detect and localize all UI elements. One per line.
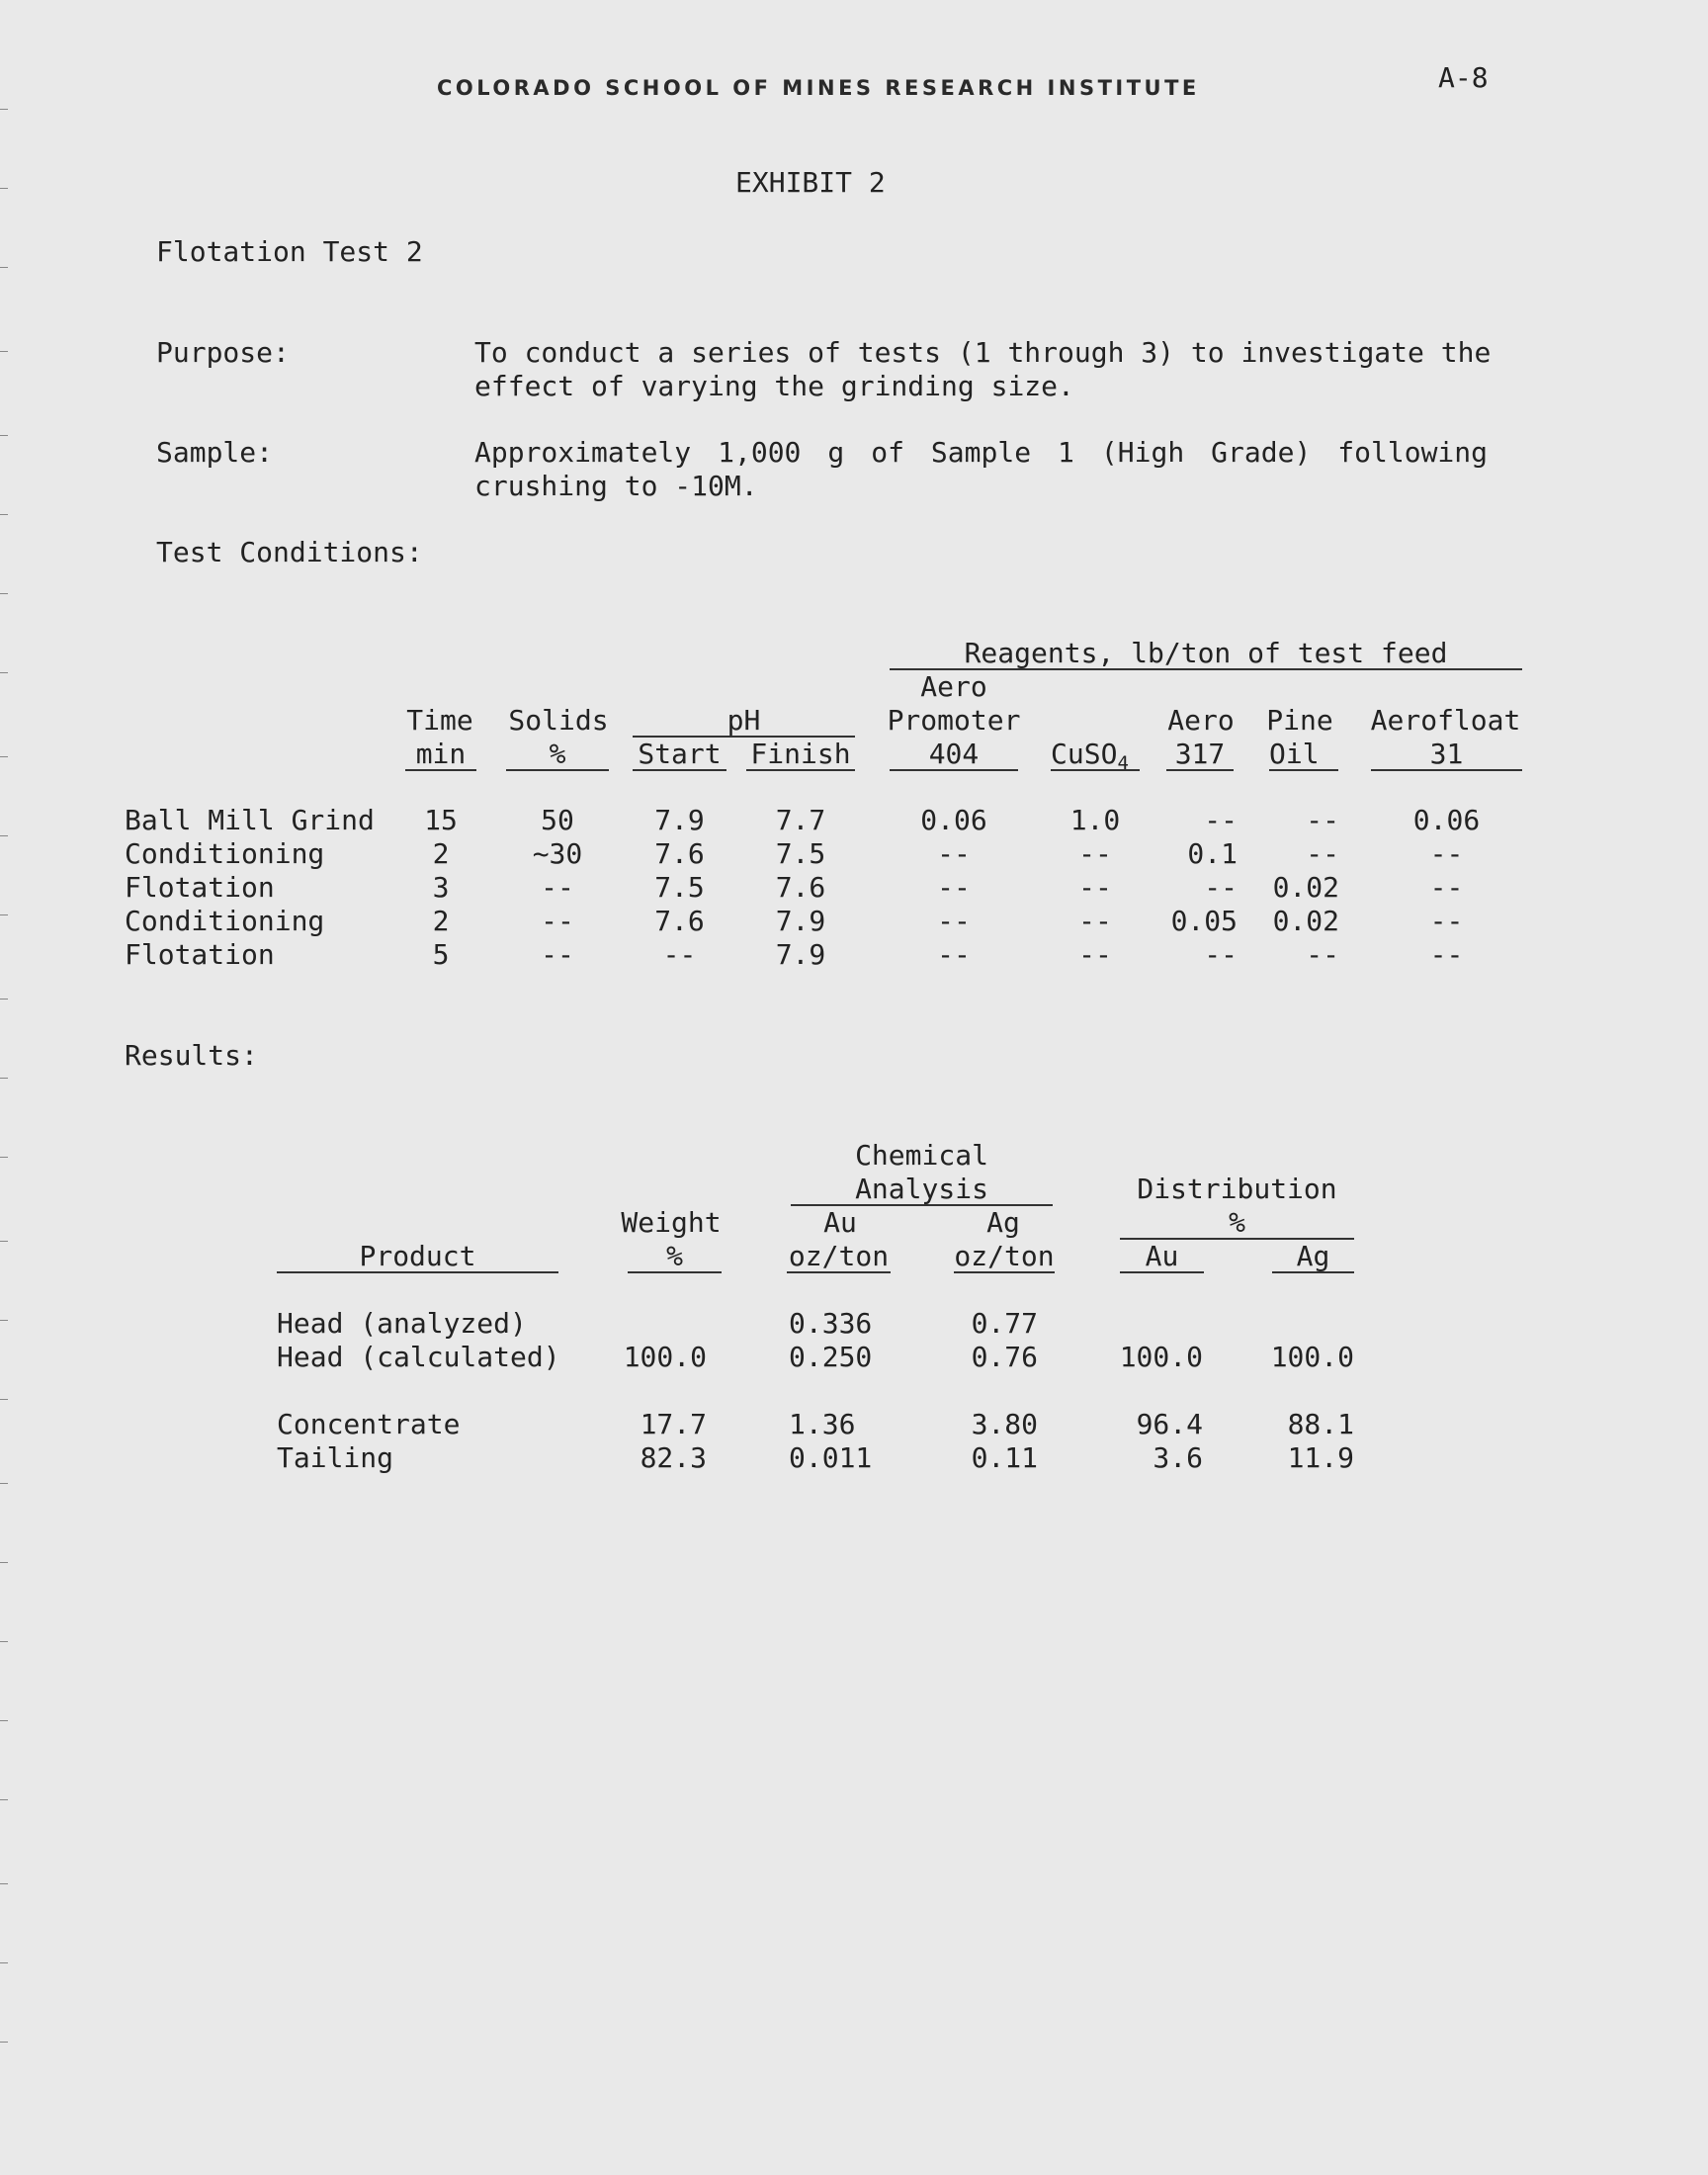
- ph-start-rule: [633, 769, 726, 771]
- solids-cell: --: [541, 938, 574, 971]
- ph-start-cell: 7.9: [654, 804, 705, 836]
- au-cell: 0.250: [789, 1341, 873, 1373]
- ph-finish-cell: 7.7: [775, 804, 826, 836]
- margin-tick: [0, 1641, 8, 1642]
- margin-tick: [0, 267, 8, 268]
- step-cell: Ball Mill Grind: [125, 804, 375, 836]
- margin-tick: [0, 999, 8, 1000]
- cuso4-cell: --: [1078, 837, 1112, 870]
- sample-line-2: crushing to -10M.: [474, 470, 758, 502]
- margin-tick: [0, 1562, 8, 1563]
- margin-tick: [0, 1799, 8, 1800]
- analysis-header: Analysis: [855, 1173, 988, 1205]
- ph-start-cell: 7.6: [654, 837, 705, 870]
- product-cell: Head (calculated): [277, 1341, 560, 1373]
- ag-header: Ag: [986, 1206, 1020, 1239]
- weight-unit-header: %: [666, 1240, 683, 1272]
- time-cell: 2: [432, 837, 450, 870]
- aerofloat-31-cell: 0.06: [1412, 804, 1481, 836]
- dist-ag-header: Ag: [1296, 1240, 1330, 1272]
- purpose-label: Purpose:: [156, 336, 290, 369]
- au-rule: [787, 1271, 891, 1273]
- margin-tick: [0, 914, 8, 915]
- cuso4-rule: [1051, 769, 1140, 771]
- margin-tick: [0, 435, 8, 436]
- aero-317-rule: [1166, 769, 1234, 771]
- exhibit-title: EXHIBIT 2: [735, 166, 886, 199]
- aerofloat-rule: [1371, 769, 1522, 771]
- sample-line-1: Approximately 1,000 g of Sample 1 (High Grade) following: [474, 436, 1488, 469]
- pine-oil-cell: 0.02: [1272, 871, 1339, 904]
- aerofloat-31-cell: --: [1429, 938, 1464, 971]
- dist-au-rule: [1120, 1271, 1204, 1273]
- weight-header: Weight: [621, 1206, 722, 1239]
- solids-cell: ~30: [532, 837, 583, 870]
- ph-start-header: Start: [638, 738, 722, 770]
- time-cell: 2: [432, 905, 450, 937]
- ph-start-cell: 7.6: [654, 905, 705, 937]
- time-unit-header: min: [415, 738, 467, 770]
- dist-ag-cell: 100.0: [1270, 1341, 1354, 1373]
- chemical-header: Chemical: [855, 1139, 988, 1172]
- aero-promoter-header-1: Aero: [920, 670, 987, 703]
- aero-promoter-header-3: 404: [928, 738, 980, 770]
- weight-cell: 17.7: [640, 1408, 707, 1440]
- time-header: Time: [406, 704, 473, 737]
- results-label: Results:: [125, 1039, 258, 1072]
- margin-tick: [0, 1483, 8, 1484]
- solids-unit-header: %: [549, 738, 566, 770]
- product-cell: Concentrate: [277, 1408, 461, 1440]
- aero-317-cell: 0.1: [1187, 837, 1238, 870]
- distribution-unit: %: [1229, 1206, 1245, 1239]
- ph-finish-header: Finish: [750, 738, 851, 770]
- au-header: Au: [823, 1206, 857, 1239]
- step-cell: Flotation: [125, 938, 275, 971]
- pine-oil-rule: [1269, 769, 1338, 771]
- purpose-line-1: To conduct a series of tests (1 through 3) to investigate the: [474, 336, 1492, 369]
- weight-rule: [628, 1271, 722, 1273]
- pine-oil-cell: 0.02: [1272, 905, 1339, 937]
- ph-start-cell: --: [662, 938, 697, 971]
- promoter-404-cell: --: [937, 837, 971, 870]
- aerofloat-number-header: 31: [1429, 738, 1464, 770]
- aerofloat-31-cell: --: [1429, 905, 1464, 937]
- pine-oil-header: Pine: [1266, 704, 1333, 737]
- solids-header: Solids: [508, 704, 609, 737]
- au-cell: 0.011: [789, 1441, 873, 1474]
- cuso4-cell: --: [1078, 938, 1112, 971]
- margin-tick: [0, 2042, 8, 2043]
- au-cell: 1.36: [789, 1408, 856, 1440]
- ag-cell: 0.76: [971, 1341, 1038, 1373]
- dist-au-cell: 100.0: [1119, 1341, 1203, 1373]
- aero-317-cell: --: [1204, 938, 1238, 971]
- ph-header: pH: [726, 704, 761, 737]
- aerofloat-31-cell: --: [1429, 837, 1464, 870]
- time-cell: 3: [432, 871, 450, 904]
- aero-317-number-header: 317: [1174, 738, 1226, 770]
- test-title: Flotation Test 2: [156, 235, 423, 268]
- product-header: Product: [359, 1240, 476, 1272]
- promoter-404-cell: --: [937, 871, 971, 904]
- pine-oil-cell: --: [1306, 837, 1339, 870]
- pine-oil-cell: --: [1306, 938, 1339, 971]
- ag-rule: [954, 1271, 1055, 1273]
- cuso4-header: [1051, 738, 1129, 780]
- cuso4-cell: 1.0: [1069, 804, 1121, 836]
- ph-finish-cell: 7.9: [775, 905, 826, 937]
- aero-promoter-rule: [890, 769, 1018, 771]
- margin-tick: [0, 756, 8, 757]
- page-number: A-8: [1438, 61, 1489, 94]
- margin-tick: [0, 593, 8, 594]
- cuso4-text: CuSO: [1051, 738, 1118, 770]
- promoter-404-cell: 0.06: [920, 804, 987, 836]
- product-rule: [277, 1271, 558, 1273]
- dist-au-cell: 3.6: [1153, 1441, 1203, 1474]
- margin-tick: [0, 835, 8, 836]
- margin-tick: [0, 1320, 8, 1321]
- aero-317-cell: --: [1204, 804, 1238, 836]
- margin-tick: [0, 1720, 8, 1721]
- aero-317-header: Aero: [1167, 704, 1235, 737]
- promoter-404-cell: --: [937, 938, 971, 971]
- cuso4-cell: --: [1078, 871, 1112, 904]
- sample-label: Sample:: [156, 436, 274, 469]
- margin-tick: [0, 188, 8, 189]
- aerofloat-header: Aerofloat: [1370, 704, 1521, 737]
- dist-ag-rule: [1272, 1271, 1354, 1273]
- ag-cell: 0.11: [971, 1441, 1038, 1474]
- dist-ag-cell: 11.9: [1287, 1441, 1354, 1474]
- margin-tick: [0, 351, 8, 352]
- solids-cell: 50: [541, 804, 574, 836]
- aero-promoter-header-2: Promoter: [887, 704, 1021, 737]
- promoter-404-cell: --: [937, 905, 971, 937]
- step-cell: Flotation: [125, 871, 275, 904]
- margin-tick: [0, 1241, 8, 1242]
- aerofloat-31-cell: --: [1429, 871, 1464, 904]
- product-cell: Tailing: [277, 1441, 394, 1474]
- ag-cell: 0.77: [971, 1307, 1038, 1340]
- step-cell: Conditioning: [125, 905, 325, 937]
- ph-start-cell: 7.5: [654, 871, 705, 904]
- dist-au-cell: 96.4: [1136, 1408, 1203, 1440]
- solids-cell: --: [541, 905, 574, 937]
- ag-unit-header: oz/ton: [954, 1240, 1055, 1272]
- margin-tick: [0, 514, 8, 515]
- margin-tick: [0, 1962, 8, 1963]
- dist-ag-cell: 88.1: [1287, 1408, 1354, 1440]
- ph-finish-cell: 7.5: [775, 837, 826, 870]
- test-conditions-label: Test Conditions:: [156, 536, 423, 568]
- margin-tick: [0, 1157, 8, 1158]
- ph-finish-rule: [746, 769, 855, 771]
- solids-rule: [506, 769, 609, 771]
- ph-finish-cell: 7.6: [775, 871, 826, 904]
- ph-finish-cell: 7.9: [775, 938, 826, 971]
- weight-cell: 82.3: [640, 1441, 707, 1474]
- time-cell: 5: [432, 938, 450, 971]
- aero-317-cell: --: [1204, 871, 1238, 904]
- margin-tick: [0, 1883, 8, 1884]
- distribution-header: Distribution: [1137, 1173, 1337, 1205]
- margin-tick: [0, 1078, 8, 1079]
- cuso4-cell: --: [1078, 905, 1112, 937]
- institute-header: COLORADO SCHOOL OF MINES RESEARCH INSTITUTE: [437, 76, 1200, 100]
- au-cell: 0.336: [789, 1307, 873, 1340]
- solids-cell: --: [541, 871, 574, 904]
- margin-tick: [0, 672, 8, 673]
- step-cell: Conditioning: [125, 837, 325, 870]
- margin-tick: [0, 109, 8, 110]
- reagents-header: Reagents, lb/ton of test feed: [964, 637, 1448, 669]
- time-cell: 15: [424, 804, 458, 836]
- weight-cell: 100.0: [623, 1341, 707, 1373]
- au-unit-header: oz/ton: [788, 1240, 890, 1272]
- margin-tick: [0, 1399, 8, 1400]
- cuso4-subscript: 4: [1117, 752, 1129, 774]
- product-cell: Head (analyzed): [277, 1307, 527, 1340]
- pine-oil-cell: --: [1306, 804, 1339, 836]
- purpose-line-2: effect of varying the grinding size.: [474, 370, 1074, 402]
- time-rule: [405, 769, 476, 771]
- dist-au-header: Au: [1145, 1240, 1179, 1272]
- ag-cell: 3.80: [971, 1408, 1038, 1440]
- aero-317-cell: 0.05: [1170, 905, 1238, 937]
- pine-oil-unit-header: Oil: [1269, 738, 1320, 770]
